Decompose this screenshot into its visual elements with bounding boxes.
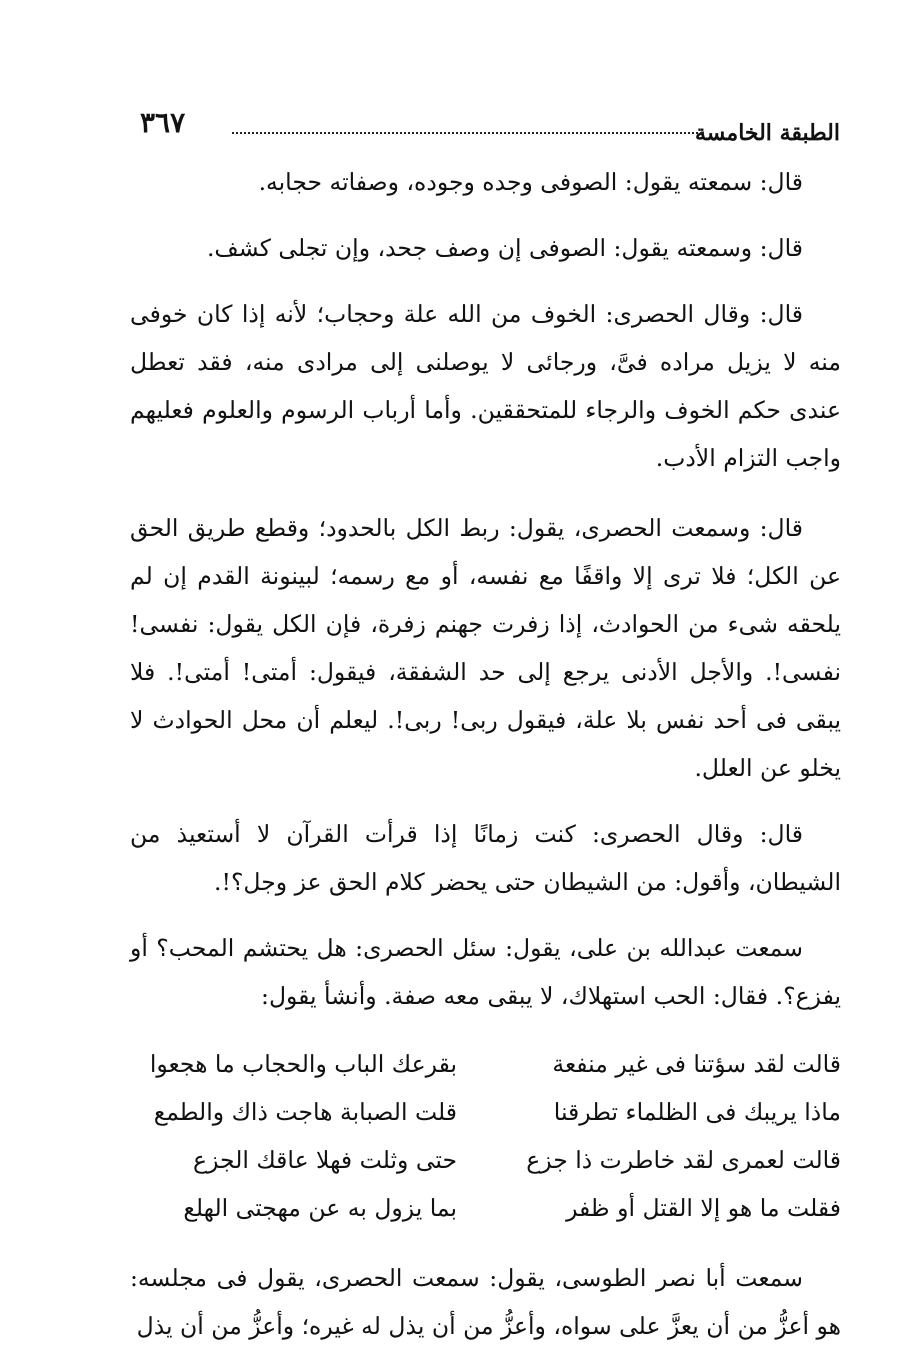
poem xyxy=(130,1040,841,1232)
dotted-leader xyxy=(232,132,702,134)
poem-verse xyxy=(130,1040,841,1088)
paragraph: قال: وسمعته يقول: الصوفى إن وصف جحد، وإن تجلى كشف. xyxy=(206,234,803,262)
page-header xyxy=(140,106,840,152)
running-title: الطبقة الخامسة xyxy=(694,120,840,146)
poem-verse xyxy=(130,1088,841,1136)
verse-second-half: بما يزول به عن مهجتى الهلع xyxy=(183,1194,458,1222)
verse-second-half: بقرعك الباب والحجاب ما هجعوا xyxy=(149,1050,458,1078)
paragraph: قال: وسمعت الحصرى، يقول: ربط الكل بالحدود؛ وقطع طريق الحق عن الكل؛ فلا ترى إلا واقفًا مع نفسه، أو مع رسمه؛ لبينونة القدم إن لم يلحقه شىء من الحوادث، إذا زفرت جهنم زفرة، فإن الكل يقول: نفسى! نفسى!. والأجل الأدنى يرجع إلى حد الشفقة، فيقول: أمتى! أمتى!. فلا يبقى فى أحد نفس بلا علة، فيقول ربى! ربى!. ليعلم أن محل الحوادث لا يخلو عن العلل. xyxy=(130,514,841,782)
paragraph: قال: وقال الحصرى: كنت زمانًا إذا قرأت القرآن لا أستعيذ من الشيطان، وأقول: من الشيطان حتى يحضر كلام الحق عز وجل؟!. xyxy=(130,820,841,896)
poem-verse xyxy=(130,1136,841,1184)
paragraph: قال: وقال الحصرى: الخوف من الله علة وحجاب؛ لأنه إذا كان خوفى منه لا يزيل مراده فىَّ، ورجائى لا يوصلنى إلى مرادى منه، فقد تعطل عندى حكم الخوف والرجاء للمتحققين. وأما أرباب الرسوم والعلوم فعليهم واجب التزام الأدب. xyxy=(130,300,841,472)
paragraph: قال: سمعته يقول: الصوفى وجده وجوده، وصفاته حجابه. xyxy=(258,168,803,196)
page-body xyxy=(130,158,841,1350)
verse-second-half: قلت الصبابة هاجت ذاك والطمع xyxy=(153,1098,458,1126)
verse-second-half: حتى وثلت فهلا عاقك الجزع xyxy=(193,1146,458,1174)
poem-verse xyxy=(130,1184,841,1232)
verse-first-half: قالت لقد سؤتنا فى غير منفعة xyxy=(552,1050,841,1078)
paragraph: سمعت أبا نصر الطوسى، يقول: سمعت الحصرى، يقول فى مجلسه: هو أعزُّ من أن يعزَّ على سواه، وأعزُّ من أن يذل له غيره؛ وأعزُّ من أن يذل xyxy=(130,1264,841,1340)
verse-first-half: ماذا يريبك فى الظلماء تطرقنا xyxy=(553,1098,841,1126)
page-number: ٣٦٧ xyxy=(140,106,186,139)
paragraph: سمعت عبدالله بن على، يقول: سئل الحصرى: هل يحتشم المحب؟ أو يفزع؟. فقال: الحب استهلاك، لا يبقى معه صفة. وأنشأ يقول: xyxy=(130,934,841,1010)
verse-first-half: فقلت ما هو إلا القتل أو ظفر xyxy=(566,1194,841,1222)
verse-first-half: قالت لعمرى لقد خاطرت ذا جزع xyxy=(526,1146,841,1174)
